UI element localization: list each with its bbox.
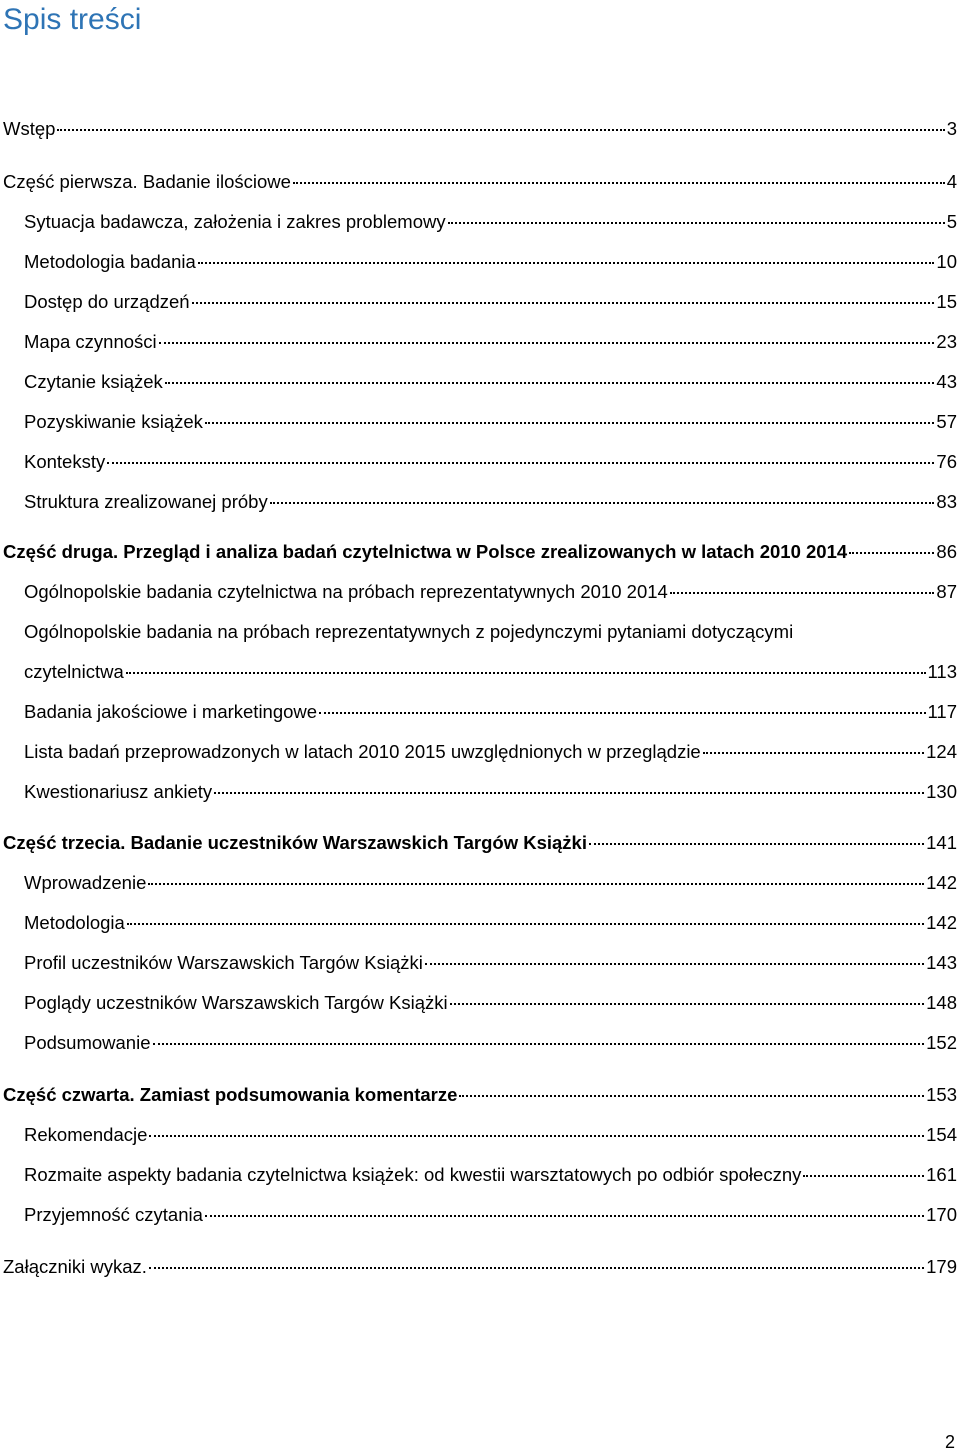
toc-entry-page: 152: [926, 1032, 957, 1053]
toc-entry-label: Przyjemność czytania: [24, 1204, 203, 1225]
toc-entry-label: Konteksty: [24, 451, 106, 472]
toc-entry-page: 43: [936, 371, 957, 392]
toc-entry-label: Lista badań przeprowadzonych w latach 2010 2015 uwzględnionych w przeglądzie: [24, 741, 701, 762]
toc-entry[interactable]: [24, 331, 957, 361]
toc-entry-page: 117: [927, 701, 957, 722]
toc-entry-label: Mapa czynności: [24, 331, 157, 352]
toc-entry[interactable]: [24, 211, 957, 241]
toc-entry-label: Badania jakościowe i marketingowe: [24, 701, 318, 722]
toc-entry-label: Podsumowanie: [24, 1032, 151, 1053]
toc-entry[interactable]: [24, 491, 957, 521]
toc-entry-leader: [214, 792, 924, 794]
toc-entry-label: Pozyskiwanie książek: [24, 411, 203, 432]
toc-entry-page: 142: [926, 912, 957, 933]
toc-entry-page: 154: [926, 1124, 957, 1145]
toc-entry-label: Załączniki wykaz.: [3, 1256, 147, 1277]
toc-title: Spis treści: [3, 3, 142, 36]
toc-entry-leader: [425, 963, 924, 965]
page-number: 2: [944, 1432, 955, 1452]
toc-entry-page: 170: [926, 1204, 957, 1225]
toc-entry[interactable]: [24, 781, 957, 811]
toc-entry-page: 76: [936, 451, 957, 472]
toc-entry[interactable]: [24, 952, 957, 982]
toc-entry[interactable]: [24, 741, 957, 771]
toc-entry-leader: [107, 462, 934, 464]
toc-entry-leader: [57, 129, 944, 131]
toc-entry-label: Część druga. Przegląd i analiza badań czytelnictwa w Polsce zrealizowanych w latach 2010 2014: [3, 541, 848, 562]
toc-entry[interactable]: [3, 1256, 957, 1286]
toc-entry[interactable]: [3, 541, 957, 571]
toc-entry-label: Sytuacja badawcza, założenia i zakres problemowy: [24, 211, 446, 232]
toc-entry-leader: [149, 1267, 924, 1269]
toc-entry-leader: [448, 222, 945, 224]
toc-entry-label: Część czwarta. Zamiast podsumowania komentarze: [3, 1084, 458, 1105]
toc-entry-leader: [159, 342, 935, 344]
toc-entry[interactable]: [24, 1164, 957, 1194]
toc-entry[interactable]: [24, 912, 957, 942]
toc-entry-label: czytelnictwa: [24, 661, 124, 682]
toc-entry-page: 83: [936, 491, 957, 512]
toc-entry-leader: [126, 672, 926, 674]
toc-entry-leader: [803, 1175, 924, 1177]
toc-entry[interactable]: [24, 291, 957, 321]
toc-entry[interactable]: [24, 701, 957, 731]
toc-entry-leader: [153, 1043, 925, 1045]
toc-entry-page: 130: [926, 781, 957, 802]
toc-entry-leader: [192, 302, 935, 304]
toc-entry[interactable]: [24, 451, 957, 481]
toc-entry-label: Metodologia: [24, 912, 125, 933]
toc-entry-page: 86: [936, 541, 957, 562]
toc-entry-leader: [205, 1215, 924, 1217]
toc-entry-page: 143: [926, 952, 957, 973]
toc-entry-page: 153: [926, 1084, 957, 1105]
toc-entry-leader: [293, 182, 945, 184]
toc-entry-leader: [589, 843, 924, 845]
toc-entry[interactable]: [24, 661, 957, 691]
toc-entry-label: Poglądy uczestników Warszawskich Targów Książki: [24, 992, 448, 1013]
toc-entry[interactable]: [24, 411, 957, 441]
toc-entry-leader: [450, 1003, 925, 1005]
toc-entry[interactable]: [3, 832, 957, 862]
toc-entry-label: Metodologia badania: [24, 251, 196, 272]
toc-entry-label: Czytanie książek: [24, 371, 163, 392]
toc-entry-page: 23: [936, 331, 957, 352]
toc-entry[interactable]: [24, 621, 793, 651]
toc-entry-leader: [670, 592, 935, 594]
toc-entry[interactable]: [24, 1204, 957, 1234]
toc-entry-leader: [270, 502, 935, 504]
toc-entry-label: Ogólnopolskie badania czytelnictwa na próbach reprezentatywnych 2010 2014: [24, 581, 668, 602]
toc-entry-label: Dostęp do urządzeń: [24, 291, 190, 312]
toc-entry-leader: [205, 422, 935, 424]
toc-entry-page: 113: [927, 661, 957, 682]
toc-entry-page: 3: [946, 118, 957, 139]
toc-entry-page: 4: [946, 171, 957, 192]
toc-entry-leader: [703, 752, 924, 754]
toc-entry-page: 124: [926, 741, 957, 762]
toc-entry-leader: [319, 712, 925, 714]
toc-entry[interactable]: [24, 1124, 957, 1154]
toc-entry-leader: [165, 382, 935, 384]
toc-entry-label: Część pierwsza. Badanie ilościowe: [3, 171, 291, 192]
toc-entry[interactable]: [24, 992, 957, 1022]
toc-entry-label: Wprowadzenie: [24, 872, 147, 893]
toc-entry-label: Rekomendacje: [24, 1124, 148, 1145]
toc-entry-label: Kwestionariusz ankiety: [24, 781, 213, 802]
toc-entry[interactable]: [3, 118, 957, 148]
toc-entry-leader: [149, 1135, 924, 1137]
toc-entry[interactable]: [24, 371, 957, 401]
toc-entry-page: 57: [936, 411, 957, 432]
toc-entry-leader: [198, 262, 935, 264]
toc-entry-label: Wstęp: [3, 118, 56, 139]
toc-entry-page: 148: [926, 992, 957, 1013]
toc-entry-page: 5: [946, 211, 957, 232]
toc-entry-label: Struktura zrealizowanej próby: [24, 491, 268, 512]
toc-entry-label: Rozmaite aspekty badania czytelnictwa książek: od kwestii warsztatowych po odbiór społeczny: [24, 1164, 802, 1185]
toc-entry-page: 141: [926, 832, 957, 853]
toc-entry-leader: [459, 1095, 924, 1097]
toc-entry[interactable]: [3, 171, 957, 201]
toc-entry-page: 179: [926, 1256, 957, 1277]
toc-entry-page: 10: [936, 251, 957, 272]
toc-entry[interactable]: [24, 1032, 957, 1062]
toc-entry-page: 161: [926, 1164, 957, 1185]
toc-entry-page: 87: [936, 581, 957, 602]
toc-entry-label: Profil uczestników Warszawskich Targów Książki: [24, 952, 423, 973]
toc-entry-leader: [849, 552, 934, 554]
toc-entry-leader: [148, 883, 924, 885]
toc-entry[interactable]: [3, 1084, 957, 1114]
toc-entry-leader: [127, 923, 924, 925]
toc-entry-label: Część trzecia. Badanie uczestników Warszawskich Targów Książki: [3, 832, 587, 853]
toc-entry-page: 142: [926, 872, 957, 893]
toc-entry-page: 15: [936, 291, 957, 312]
toc-entry[interactable]: [24, 251, 957, 281]
toc-entry[interactable]: [24, 872, 957, 902]
toc-entry[interactable]: [24, 581, 957, 611]
toc-entry-label: Ogólnopolskie badania na próbach reprezentatywnych z pojedynczymi pytaniami dotyczącymi: [24, 621, 794, 642]
